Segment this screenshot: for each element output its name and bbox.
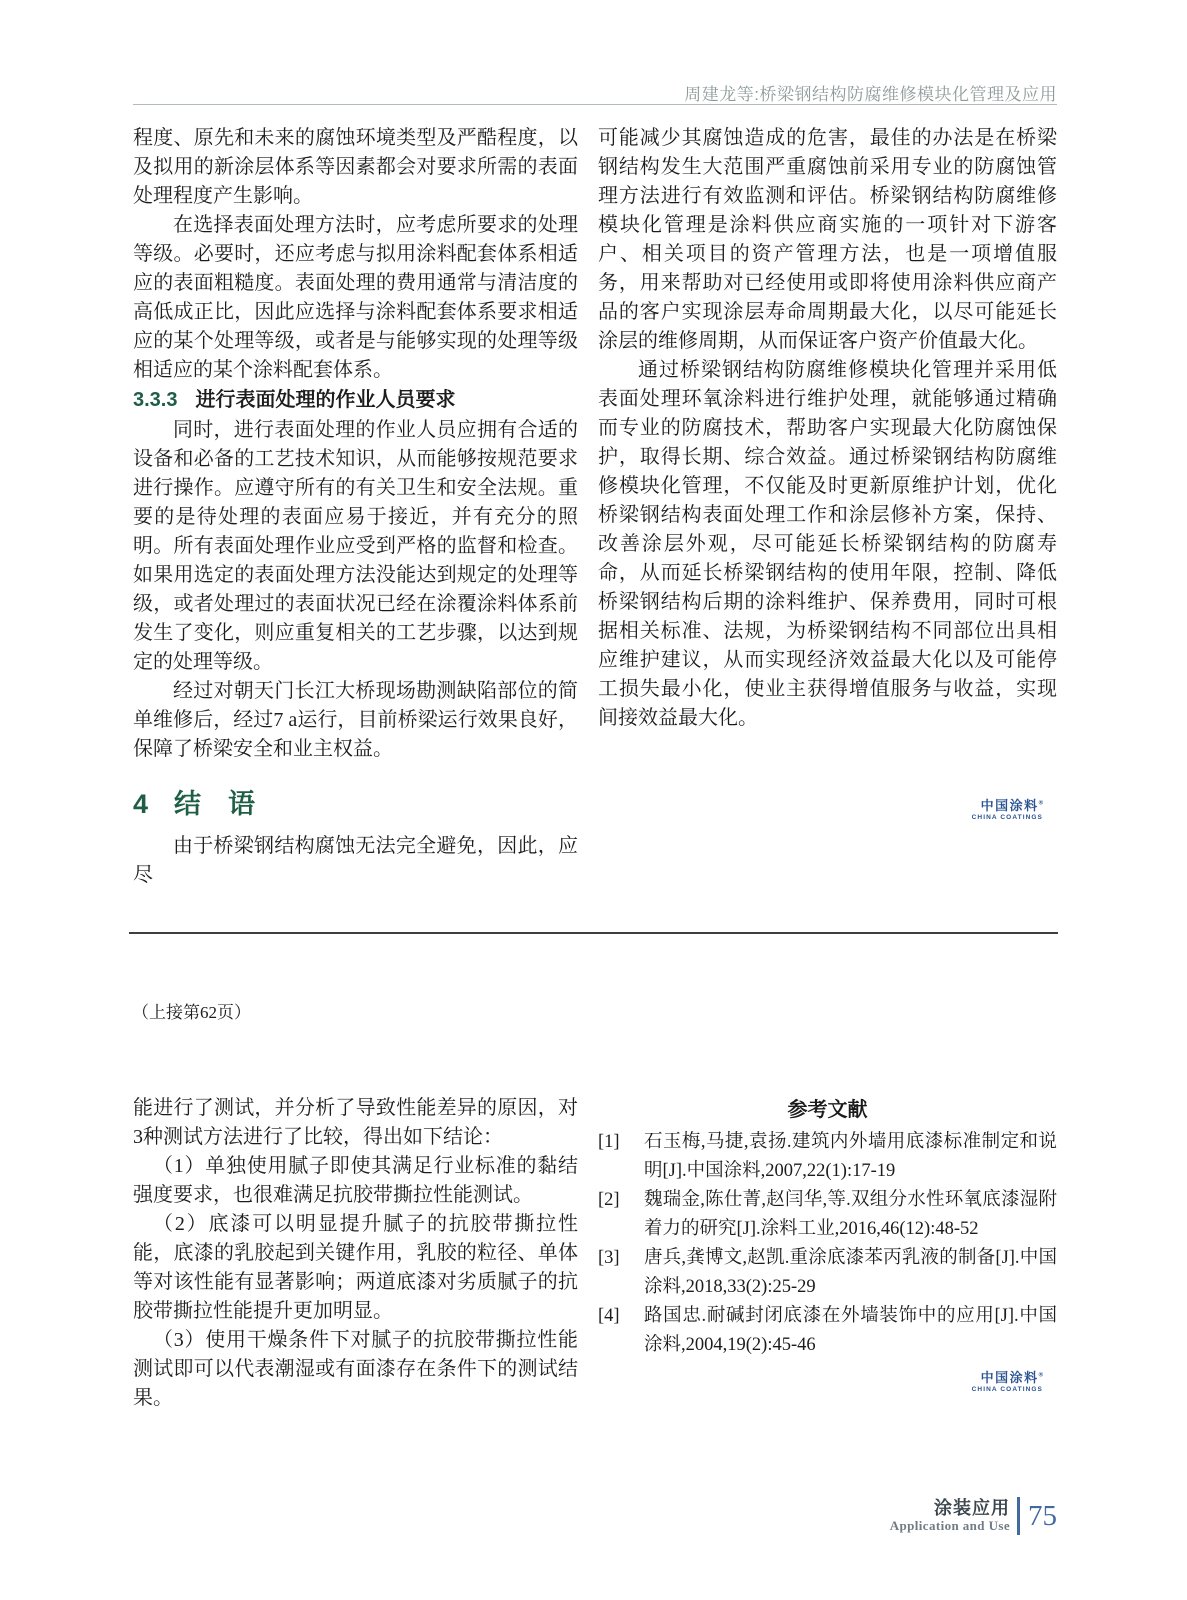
- footer-section-en: Application and Use: [889, 1518, 1010, 1533]
- paragraph: 在选择表面处理方法时，应考虑所要求的处理等级。必要时，还应考虑与拟用涂料配套体系相适应的表面粗糙度。表面处理的费用通常与清洁度的高低成正比，因此应选择与涂料配套体系要求相适应的某个处理等级，或者是与能够实现的处理等级相适应的某个涂料配套体系。: [133, 214, 578, 381]
- china-coatings-logo: [972, 1371, 1043, 1393]
- reference-number: [4]: [598, 1306, 620, 1326]
- header-divider: [133, 104, 1057, 105]
- reference-text: 唐兵,龚博文,赵凯.重涂底漆苯丙乳液的制备[J].中国涂料,2018,33(2):25-29: [644, 1248, 1057, 1297]
- reference-item: [598, 1302, 1057, 1360]
- reference-text: 石玉梅,马捷,袁扬.建筑内外墙用底漆标准制定和说明[J].中国涂料,2007,22(1):17-19: [644, 1132, 1057, 1181]
- right-column-top: [598, 124, 1057, 890]
- reference-number: [2]: [598, 1190, 620, 1210]
- logo-text-cn: 中国涂料: [980, 1370, 1039, 1385]
- reference-text: 路国忠.耐碱封闭底漆在外墙装饰中的应用[J].中国涂料,2004,19(2):45-46: [644, 1306, 1057, 1355]
- reference-item: [598, 1244, 1057, 1302]
- article-divider: [129, 932, 1058, 934]
- reference-item: [598, 1186, 1057, 1244]
- section-heading-3-3-3: [133, 386, 578, 415]
- paragraph-continuation: 可能减少其腐蚀造成的危害，最佳的办法是在桥梁钢结构发生大范围严重腐蚀前采用专业的防腐蚀管理方法进行有效监测和评估。桥梁钢结构防腐维修模块化管理是涂料供应商实施的一项针对下游客户、相关项目的资产管理方法，也是一项增值服务，用来帮助对已经使用或即将使用涂料供应商产品的客户实现涂层寿命周期最大化，以尽可能延长涂层的维修周期，从而保证客户资产价值最大化。: [598, 127, 1057, 352]
- article-top-section: [133, 124, 1057, 890]
- page-number: 75: [1028, 1500, 1057, 1532]
- references-heading: 参考文献: [787, 1099, 868, 1121]
- china-coatings-logo-en: CHINA COATINGS: [971, 1385, 1043, 1393]
- section-heading-4: [133, 788, 578, 820]
- page-footer: [890, 1497, 1057, 1535]
- conclusion-item-3: （3）使用干燥条件下对腻子的抗胶带撕拉性能测试即可以代表潮湿或有面漆存在条件下的测试结果。: [133, 1329, 578, 1409]
- footer-section-label: [890, 1498, 1010, 1534]
- running-title: 周建龙等:桥梁钢结构防腐维修模块化管理及应用: [684, 85, 1057, 104]
- article-bottom-section: [133, 1094, 1057, 1413]
- reference-number: [3]: [598, 1248, 620, 1268]
- reference-item: [598, 1128, 1057, 1186]
- left-column-bottom: [133, 1094, 578, 1413]
- reference-number: [1]: [598, 1132, 620, 1152]
- section-number: 3.3.3: [133, 389, 178, 411]
- paragraph-continuation: 能进行了测试，并分析了导致性能差异的原因，对3种测试方法进行了比较，得出如下结论：: [133, 1097, 578, 1148]
- china-coatings-logo-en: CHINA COATINGS: [971, 813, 1043, 821]
- reference-text: 魏瑞金,陈仕菁,赵闫华,等.双组分水性环氧底漆湿附着力的研究[J].涂料工业,2016,46(12):48-52: [644, 1190, 1057, 1239]
- china-coatings-logo-cn: [972, 799, 1043, 814]
- section-number: 4: [133, 789, 149, 819]
- running-header: [684, 80, 1057, 105]
- registered-mark-icon: ®: [1038, 1372, 1043, 1379]
- paragraph: 由于桥梁钢结构腐蚀无法完全避免，因此，应尽: [133, 835, 578, 886]
- china-coatings-logo: [972, 799, 1043, 821]
- registered-mark-icon: ®: [1038, 800, 1043, 807]
- logo-text-cn: 中国涂料: [980, 798, 1039, 813]
- conclusion-item-1: （1）单独使用腻子即使其满足行业标准的黏结强度要求，也很难满足抗胶带撕拉性能测试。: [133, 1155, 578, 1206]
- continuation-note: （上接第62页）: [132, 1003, 251, 1022]
- conclusion-item-2: （2）底漆可以明显提升腻子的抗胶带撕拉性能，底漆的乳胶起到关键作用，乳胶的粒径、单体等对该性能有显著影响；两道底漆对劣质腻子的抗胶带撕拉性能提升更加明显。: [133, 1213, 578, 1322]
- section-title: 进行表面处理的作业人员要求: [195, 389, 456, 411]
- paragraph-continuation: 程度、原先和未来的腐蚀环境类型及严酷程度，以及拟用的新涂层体系等因素都会对要求所需的表面处理程度产生影响。: [133, 127, 578, 207]
- footer-divider-bar: [1017, 1497, 1020, 1535]
- paragraph: 通过桥梁钢结构防腐维修模块化管理并采用低表面处理环氧涂料进行维护处理，就能够通过精确而专业的防腐技术，帮助客户实现最大化防腐蚀保护，取得长期、综合效益。通过桥梁钢结构防腐维修模块化管理，不仅能及时更新原维护计划，优化桥梁钢结构表面处理工作和涂层修补方案，保持、改善涂层外观，尽可能延长桥梁钢结构的防腐寿命，从而延长桥梁钢结构的使用年限，控制、降低桥梁钢结构后期的涂料维护、保养费用，同时可根据相关标准、法规，为桥梁钢结构不同部位出具相应维护建议，从而实现经济效益最大化以及可能停工损失最小化，使业主获得增值服务与收益，实现间接效益最大化。: [598, 359, 1057, 729]
- left-column-top: [133, 124, 578, 890]
- china-coatings-logo-cn: [972, 1371, 1043, 1386]
- footer-section-cn: 涂装应用: [934, 1498, 1010, 1518]
- section-title: 结 语: [174, 789, 256, 819]
- right-column-bottom: [598, 1094, 1057, 1413]
- paragraph: 同时，进行表面处理的作业人员应拥有合适的设备和必备的工艺技术知识，从而能够按规范要求进行操作。应遵守所有的有关卫生和安全法规。重要的是待处理的表面应易于接近，并有充分的照明。所有表面处理作业应受到严格的监督和检查。如果用选定的表面处理方法没能达到规定的处理等级，或者处理过的表面状况已经在涂覆涂料体系前发生了变化，则应重复相关的工艺步骤，以达到规定的处理等级。: [133, 419, 578, 673]
- paragraph: 经过对朝天门长江大桥现场勘测缺陷部位的简单维修后，经过7 a运行，目前桥梁运行效果良好，保障了桥梁安全和业主权益。: [133, 680, 578, 760]
